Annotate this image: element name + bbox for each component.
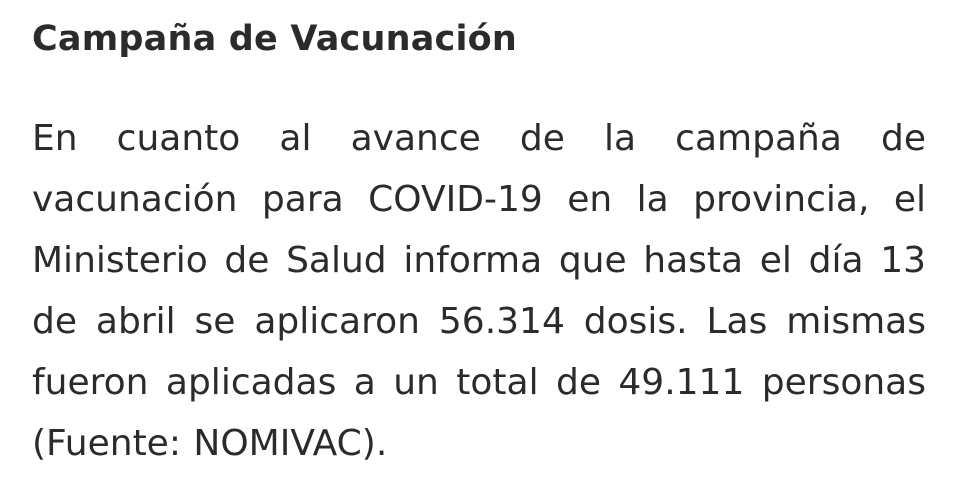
post-body: En cuanto al avance de la campaña de vacunación para COVID-19 en la provincia, el Ministerio de Salud informa que hasta el día 13 de abril se aplicaron 56.314 dosis. Las mismas fueron aplicadas a un total de 49.111 personas (Fuente: NOMIVAC).: [32, 118, 926, 464]
post-title: Campaña de Vacunación: [32, 19, 518, 59]
